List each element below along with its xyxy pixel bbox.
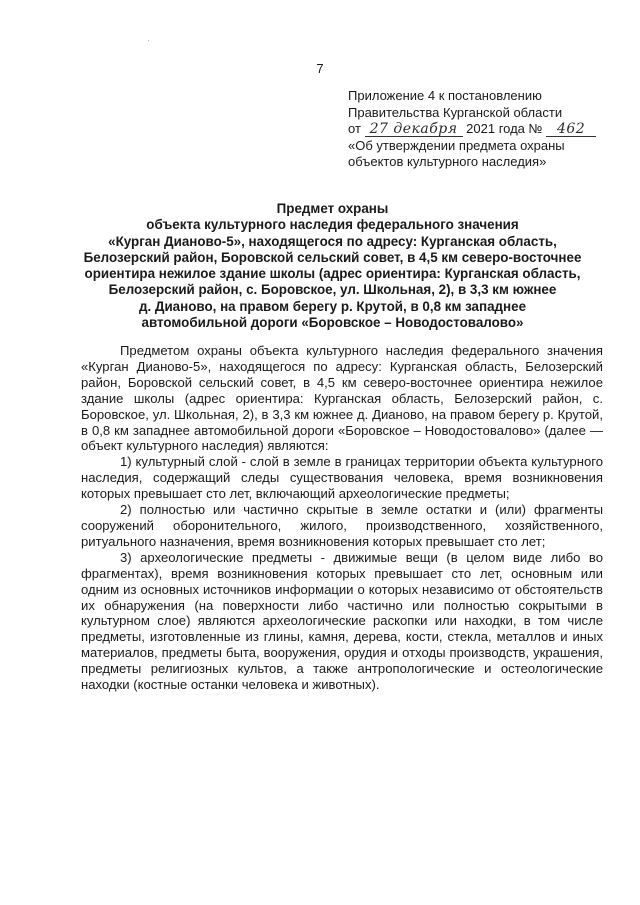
list-item-cultural-layer: 1) культурный слой - слой в земле в границах территории объекта культурного наследия, содержащий следы существования человека, время возникновения которых превышает сто лет, включающий археологические предметы; bbox=[81, 454, 603, 502]
document-body bbox=[81, 343, 603, 693]
list-item-structure-remains: 2) полностью или частично скрытые в земле остатки и (или) фрагменты сооружений оборонительного, жилого, производственного, хозяйственного, ритуального назначения, время возникновения которых превышает сто лет; bbox=[81, 502, 603, 549]
appendix-line-2: Правительства Курганской области bbox=[348, 104, 563, 120]
title-line: Предмет охраны bbox=[276, 201, 389, 216]
appendix-line-5: объектов культурного наследия» bbox=[348, 154, 547, 169]
appendix-header bbox=[348, 88, 618, 171]
title-line: объекта культурного наследия федерального значения bbox=[146, 217, 519, 233]
handwritten-date: 27 декабря bbox=[369, 121, 458, 137]
title-line: автомобильной дороги «Боровское – Новодостовалово» bbox=[141, 315, 524, 331]
appendix-year-text: 2021 года № bbox=[466, 121, 543, 136]
title-line: «Курган Дианово-5», находящегося по адресу: Курганская область, bbox=[108, 233, 557, 249]
handwritten-number: 462 bbox=[556, 121, 586, 137]
date-field bbox=[365, 122, 463, 137]
intro-paragraph: Предметом охраны объекта культурного наследия федерального значения «Курган Дианово-5», находящегося по адресу: Курганская область, Белозерский район, Боровской сельский совет, в 4,5 км северо-восточнее ориентира нежилое здание школы (адрес ориентира: Курганская область, Белозерский район, с. Боровское, ул. Школьная, 2), в 3,3 км южнее д. Дианово, на правом берегу р. Крутой, в 0,8 км западнее автомобильной дороги «Боровское – Новодостовалово» (далее — объект культурного наследия) являются: bbox=[81, 343, 603, 454]
title-line: Белозерский район, Боровской сельский совет, в 4,5 км северо-восточнее bbox=[83, 249, 582, 265]
appendix-line-1: Приложение 4 к постановлению bbox=[348, 88, 542, 103]
appendix-line-4: «Об утверждении предмета охраны bbox=[348, 137, 565, 153]
number-field bbox=[546, 122, 596, 137]
list-item-archaeological-objects: 3) археологические предметы - движимые вещи (в целом виде либо во фрагментах), время возникновения которых превышает сто лет, основным или одним из основных источников информации о которых независимо от обстоятельств их обнаружения (на поверхности либо частично или полностью сокрытыми в культурном слое) являются археологические раскопки или находки, в том числе предметы, изготовленные из глины, камня, дерева, кости, стекла, металлов и иных материалов, предметы быта, вооружения, орудия и отходы производств, украшения, предметы религиозных культов, а также антропологические и остеологические находки (костные останки человека и животных). bbox=[81, 549, 603, 693]
title-line: ориентира нежилое здание школы (адрес ориентира: Курганская область, bbox=[84, 266, 581, 282]
title-line: Белозерский район, с. Боровское, ул. Школьная, 2), в 3,3 км южнее bbox=[108, 282, 557, 298]
appendix-date-line bbox=[348, 121, 618, 138]
page-number: 7 bbox=[316, 61, 324, 76]
appendix-from-prefix: от bbox=[348, 121, 361, 136]
scan-speck bbox=[148, 40, 149, 41]
document-title bbox=[80, 201, 585, 331]
title-line: д. Дианово, на правом берегу р. Крутой, в 0,8 км западнее bbox=[138, 298, 527, 314]
